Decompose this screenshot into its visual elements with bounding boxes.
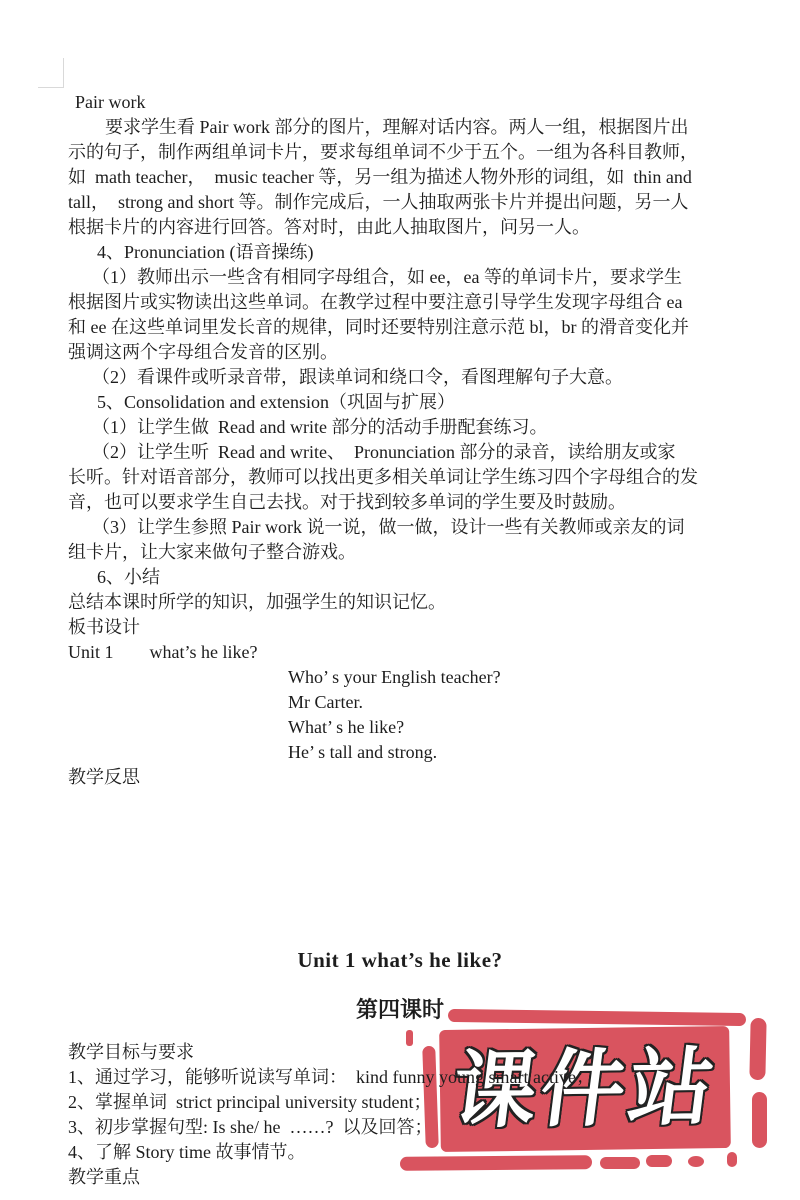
stamp-border-right-stroke <box>752 1092 767 1148</box>
text-line: （1）让学生做 Read and write 部分的活动手册配套练习。 <box>92 417 548 437</box>
text-line: 示的句子，制作两组单词卡片，要求每组单词不少于五个。一组为各科目教师， <box>68 142 698 162</box>
text-line: 教学反思 <box>68 767 140 787</box>
unit-title-heading: Unit 1 what’s he like? <box>297 948 503 972</box>
text-line: 要求学生看 Pair work 部分的图片，理解对话内容。两人一组，根据图片出 <box>105 117 689 137</box>
text-line: 总结本课时所学的知识，加强学生的知识记忆。 <box>68 592 446 612</box>
text-line: What’ s he like? <box>288 717 405 737</box>
text-line: （3）让学生参照 Pair work 说一说，做一做，设计一些有关教师或亲友的词 <box>92 517 685 537</box>
stamp-label: 课件站 <box>446 1038 724 1140</box>
lesson-plan-text-block <box>68 90 740 790</box>
text-line: （2）看课件或听录音带，跟读单词和绕口令，看图理解句子大意。 <box>92 367 623 387</box>
margin-corner-mark-horizontal <box>38 87 64 88</box>
text-line: 2、掌握单词 strict principal university student； <box>68 1092 432 1112</box>
text-line: 3、初步掌握句型: Is she/ he ……? 以及回答； <box>68 1117 433 1137</box>
text-line: 和 ee 在这些单词里发长音的规律，同时还要特别注意示范 bl，br 的滑音变化并 <box>68 317 689 337</box>
text-line: tall， strong and short 等。制作完成后，一人抽取两张卡片并提出问题，另一人 <box>68 192 689 212</box>
text-line: 强调这两个字母组合发音的区别。 <box>68 342 338 362</box>
text-line: 如 math teacher， music teacher 等，另一组为描述人物外形的词组，如 thin and <box>68 167 692 187</box>
text-line: 4、Pronunciation (语音操练) <box>97 242 314 262</box>
text-line: Pair work <box>75 92 146 112</box>
text-line: Unit 1 what’s he like? <box>68 642 258 662</box>
text-line: 根据图片或实物读出这些单词。在教学过程中要注意引导学生发现字母组合 ea <box>68 292 683 312</box>
text-line: 教学目标与要求 <box>68 1042 194 1062</box>
text-line: 音，也可以要求学生自己去找。对于找到较多单词的学生要及时鼓励。 <box>68 492 626 512</box>
text-line: 组卡片，让大家来做句子整合游戏。 <box>68 542 356 562</box>
text-line: 教学重点 <box>68 1167 140 1187</box>
teaching-objectives-block <box>68 1040 740 1190</box>
text-line: 1、通过学习，能够听说读写单词： kind funny young smart active； <box>68 1067 594 1087</box>
text-line: 4、了解 Story time 故事情节。 <box>68 1142 306 1162</box>
text-line: 根据卡片的内容进行回答。答对时，由此人抽取图片，问另一人。 <box>68 217 590 237</box>
text-line: Mr Carter. <box>288 692 363 712</box>
stamp-border-right-stroke <box>749 1018 766 1080</box>
lesson-number-heading: 第四课时 <box>355 997 444 1022</box>
text-line: 长听。针对语音部分，教师可以找出更多相关单词让学生练习四个字母组合的发 <box>68 467 698 487</box>
text-line: He’ s tall and strong. <box>288 742 438 762</box>
margin-corner-mark-vertical <box>63 58 64 87</box>
text-line: 6、小结 <box>97 567 160 587</box>
text-line: （1）教师出示一些含有相同字母组合，如 ee，ea 等的单词卡片，要求学生 <box>92 267 682 287</box>
text-line: Who’ s your English teacher? <box>288 667 501 687</box>
text-line: （2）让学生听 Read and write、 Pronunciation 部分的录音，读给朋友或家 <box>92 442 676 462</box>
text-line: 5、Consolidation and extension（巩固与扩展） <box>97 392 455 412</box>
text-line: 板书设计 <box>68 617 140 637</box>
